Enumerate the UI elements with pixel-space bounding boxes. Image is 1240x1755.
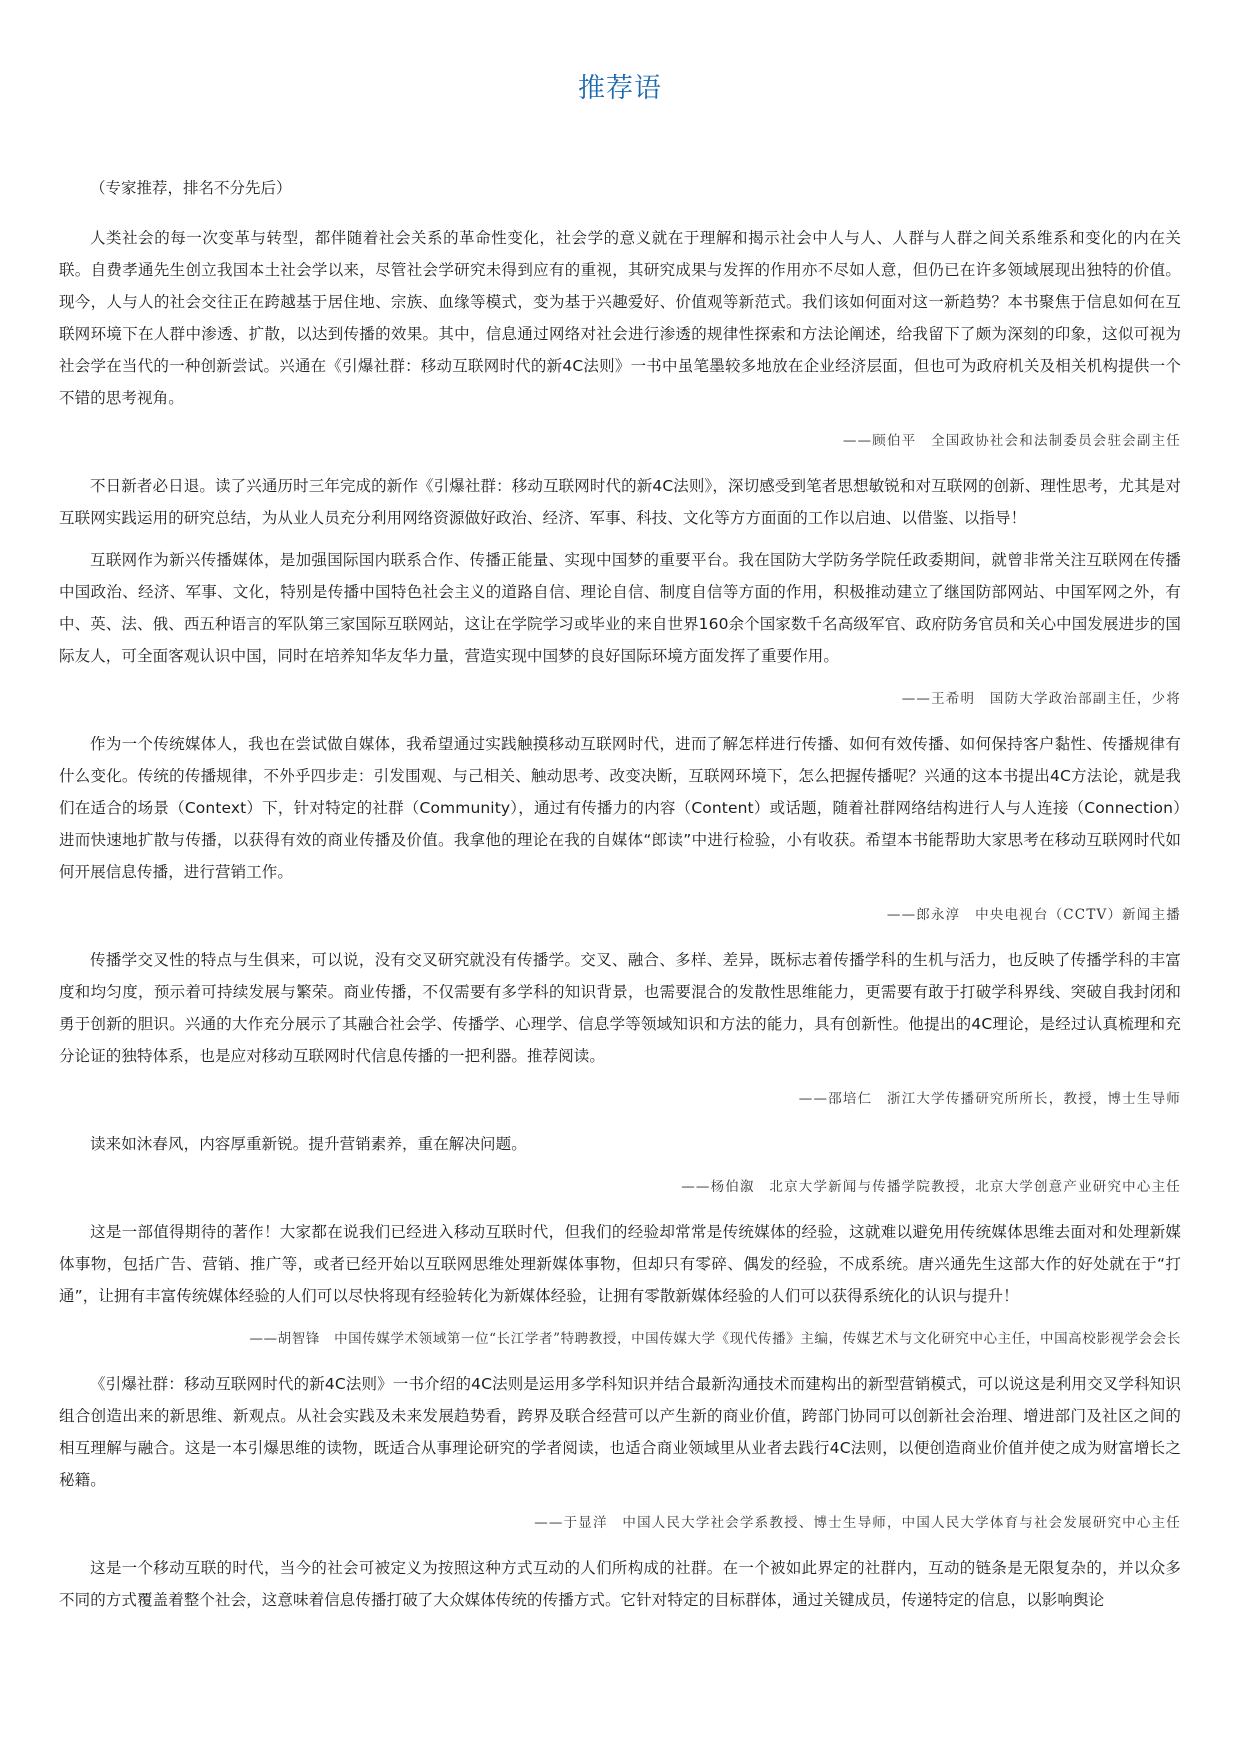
intro-note: （专家推荐，排名不分先后）: [90, 179, 292, 197]
page-title: 推荐语: [578, 73, 662, 104]
paragraph: 读来如沐春风，内容厚重新锐。提升营销素养，重在解决问题。: [90, 1135, 527, 1153]
paragraph: 不日新者必日退。读了兴通历时三年完成的新作《引爆社群：移动互联网时代的新4C法则》，深切感受到笔者思想敏锐和对互联网的创新、理性思考，尤其是对互联网实践运用的研究总结，为从业人员充分利用网络资源做好政治、经济、军事、科技、文化等方方面面的工作以启迪、以借鉴、以指导！: [59, 477, 1181, 527]
paragraph: 人类社会的每一次变革与转型，都伴随着社会关系的革命性变化，社会学的意义就在于理解和揭示社会中人与人、人群与人群之间关系维系和变化的内在关联。自费孝通先生创立我国本土社会学以来，尽管社会学研究未得到应有的重视，其研究成果与发挥的作用亦不尽如人意，但仍已在许多领域展现出独特的价值。现今，人与人的社会交往正在跨越基于居住地、宗族、血缘等模式，变为基于兴趣爱好、价值观等新范式。我们该如何面对这一新趋势？本书聚焦于信息如何在互联网环境下在人群中渗透、扩散，以达到传播的效果。其中，信息通过网络对社会进行渗透的规律性探索和方法论阐述，给我留下了颇为深刻的印象，这似可视为社会学在当代的一种创新尝试。兴通在《引爆社群：移动互联网时代的新4C法则》一书中虽笔墨较多地放在企业经济层面，但也可为政府机关及相关机构提供一个不错的思考视角。: [59, 229, 1181, 407]
signature: ——于显洋 中国人民大学社会学系教授、博士生导师，中国人民大学体育与社会发展研究中心主任: [534, 1515, 1181, 1531]
paragraph: 传播学交叉性的特点与生俱来，可以说，没有交叉研究就没有传播学。交叉、融合、多样、差异，既标志着传播学科的生机与活力，也反映了传播学科的丰富度和均匀度，预示着可持续发展与繁荣。商业传播，不仅需要有多学科的知识背景，也需要混合的发散性思维能力，更需要有敢于打破学科界线、突破自我封闭和勇于创新的胆识。兴通的大作充分展示了其融合社会学、传播学、心理学、信息学等领域知识和方法的能力，具有创新性。他提出的4C理论，是经过认真梳理和充分论证的独特体系，也是应对移动互联网时代信息传播的一把利器。推荐阅读。: [59, 951, 1181, 1065]
paragraph: 这是一部值得期待的著作！大家都在说我们已经进入移动互联时代，但我们的经验却常常是传统媒体的经验，这就难以避免用传统媒体思维去面对和处理新媒体事物，包括广告、营销、推广等，或者已经开始以互联网思维处理新媒体事物，但却只有零碎、偶发的经验，不成系统。唐兴通先生这部大作的好处就在于“打通”，让拥有丰富传统媒体经验的人们可以尽快将现有经验转化为新媒体经验，让拥有零散新媒体经验的人们可以获得系统化的认识与提升！: [59, 1223, 1181, 1305]
paragraph: 《引爆社群：移动互联网时代的新4C法则》一书介绍的4C法则是运用多学科知识并结合最新沟通技术而建构出的新型营销模式，可以说这是利用交叉学科知识组合创造出来的新思维、新观点。从社会实践及未来发展趋势看，跨界及联合经营可以产生新的商业价值，跨部门协同可以创新社会治理、增进部门及社区之间的相互理解与融合。这是一本引爆思维的读物，既适合从事理论研究的学者阅读，也适合商业领域里从业者去践行4C法则，以便创造商业价值并使之成为财富增长之秘籍。: [59, 1375, 1181, 1489]
paragraph: 这是一个移动互联的时代，当今的社会可被定义为按照这种方式互动的人们所构成的社群。在一个被如此界定的社群内，互动的链条是无限复杂的，并以众多不同的方式覆盖着整个社会，这意味着信息传播打破了大众媒体传统的传播方式。它针对特定的目标群体，通过关键成员，传递特定的信息，以影响舆论: [59, 1559, 1181, 1609]
signature: ——邵培仁 浙江大学传播研究所所长，教授，博士生导师: [798, 1091, 1181, 1107]
paragraph: 互联网作为新兴传播媒体，是加强国际国内联系合作、传播正能量、实现中国梦的重要平台。我在国防大学防务学院任政委期间，就曾非常关注互联网在传播中国政治、经济、军事、文化，特别是传播中国特色社会主义的道路自信、理论自信、制度自信等方面的作用，积极推动建立了继国防部网站、中国军网之外，有中、英、法、俄、西五种语言的军队第三家国际互联网站，这让在学院学习或毕业的来自世界160余个国家数千名高级军官、政府防务官员和关心中国发展进步的国际友人，可全面客观认识中国，同时在培养知华友华力量，营造实现中国梦的良好国际环境方面发挥了重要作用。: [59, 551, 1181, 665]
signature: ——胡智锋 中国传媒学术领域第一位“长江学者”特聘教授，中国传媒大学《现代传播》主编，传媒艺术与文化研究中心主任，中国高校影视学会会长: [249, 1331, 1181, 1347]
paragraph: 作为一个传统媒体人，我也在尝试做自媒体，我希望通过实践触摸移动互联网时代，进而了解怎样进行传播、如何有效传播、如何保持客户黏性、传播规律有什么变化。传统的传播规律，不外乎四步走：引发围观、与己相关、触动思考、改变决断，互联网环境下，怎么把握传播呢？兴通的这本书提出4C方法论，就是我们在适合的场景（Context）下，针对特定的社群（Community），通过有传播力的内容（Content）或话题，随着社群网络结构进行人与人连接（Connection）进而快速地扩散与传播，以获得有效的商业传播及价值。我拿他的理论在我的自媒体“郎读”中进行检验，小有收获。希望本书能帮助大家思考在移动互联网时代如何开展信息传播，进行营销工作。: [59, 735, 1181, 881]
recommendations-body: [59, 222, 1181, 1616]
signature: ——顾伯平 全国政协社会和法制委员会驻会副主任: [842, 433, 1181, 449]
signature: ——郎永淳 中央电视台（CCTV）新闻主播: [886, 907, 1181, 923]
signature: ——王希明 国防大学政治部副主任，少将: [901, 691, 1181, 707]
signature: ——杨伯溆 北京大学新闻与传播学院教授，北京大学创意产业研究中心主任: [681, 1179, 1181, 1195]
